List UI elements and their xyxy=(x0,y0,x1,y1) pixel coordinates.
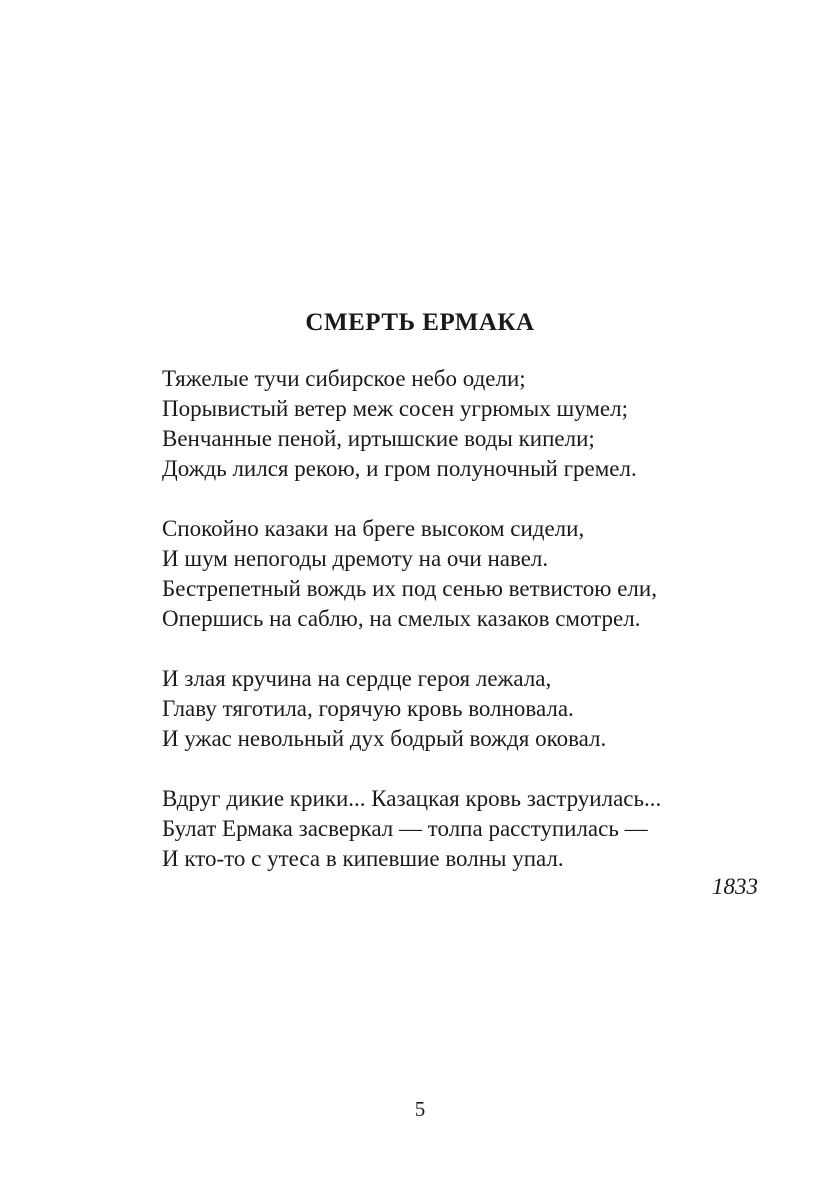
poem-line: Вдруг дикие крики... Казацкая кровь заструилась... xyxy=(162,786,662,811)
poem-line: И ужас невольный дух бодрый вождя оковал. xyxy=(162,726,607,751)
poem-line: Дождь лился рекою, и гром полуночный гремел. xyxy=(162,456,637,481)
poem-line: Главу тяготила, горячую кровь волновала. xyxy=(162,696,574,721)
poem-line: Спокойно казаки на бреге высоком сидели, xyxy=(162,516,585,541)
poem-line: И кто-то с утеса в кипевшие волны упал. xyxy=(162,846,564,871)
poem-line: Булат Ермака засверкал — толпа расступилась — xyxy=(162,816,648,841)
poem-line: И злая кручина на сердце героя лежала, xyxy=(162,666,552,691)
poem-title: СМЕРТЬ ЕРМАКА xyxy=(305,309,535,336)
page-number: 5 xyxy=(414,1097,426,1121)
poem-line: Порывистый ветер меж сосен угрюмых шумел; xyxy=(162,396,628,421)
stanza-4 xyxy=(162,784,762,874)
poem-line: И шум непогоды дремоту на очи навел. xyxy=(162,546,549,571)
poem-line: Венчанные пеной, иртышские воды кипели; xyxy=(162,426,595,451)
stanza-1 xyxy=(162,364,762,484)
poem-line: Опершись на саблю, на смелых казаков смотрел. xyxy=(162,606,641,631)
stanza-2 xyxy=(162,514,762,634)
stanza-3 xyxy=(162,664,762,754)
poem-line: Тяжелые тучи сибирское небо одели; xyxy=(162,366,526,391)
poem-date: 1833 xyxy=(712,874,758,899)
poem-body xyxy=(162,364,762,904)
poem-line: Бестрепетный вождь их под сенью ветвистою ели, xyxy=(162,576,657,601)
